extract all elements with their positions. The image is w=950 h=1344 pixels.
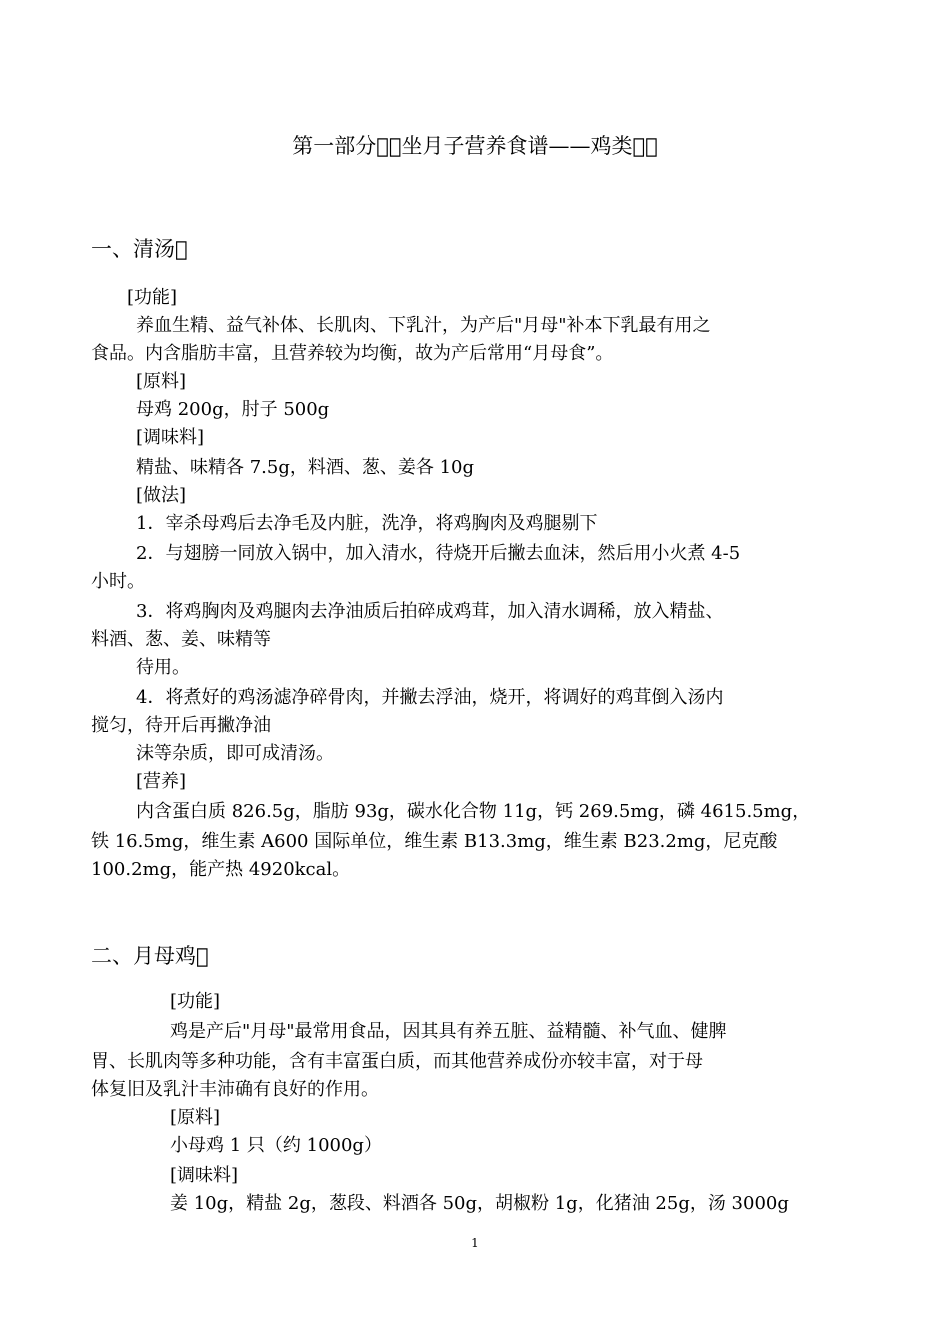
- section-2-text-line: 体复旧及乳汁丰沛确有良好的作用。: [91, 1079, 379, 1100]
- section-1-label-method: [做法]: [136, 485, 187, 506]
- section-2-label-function: [功能]: [170, 991, 221, 1012]
- section-1-label-ingredients: [原料]: [136, 371, 187, 392]
- section-heading-2: 二、月母鸡 : [91, 944, 209, 968]
- section-1-step-line: 待用。: [136, 657, 190, 678]
- section-1-text-line: 养血生精、益气补体、长肌肉、下乳汁，为产后"月母"补本下乳最有用之: [136, 315, 711, 336]
- section-2-text-line: 鸡是产后"月母"最常用食品，因其具有养五脏、益精髓、补气血、健脾: [170, 1021, 727, 1042]
- section-1-label-nutrition: [营养]: [136, 771, 187, 792]
- section-1-text-line: 母鸡 200g，肘子 500g: [136, 399, 330, 420]
- section-1-step-line: 小时。: [91, 571, 145, 592]
- section-1-text-line: 食品。内含脂肪丰富，且营养较为均衡，故为产后常用“月母食”。: [91, 343, 614, 364]
- section-1-text-line: 精盐、味精各 7.5g，料酒、葱、姜各 10g: [136, 457, 475, 478]
- section-1-step-line: 料酒、葱、姜、味精等: [91, 629, 271, 650]
- section-1-label-function: [功能]: [127, 287, 178, 308]
- page-title: 第一部分  坐月子营养食谱——鸡类  : [292, 134, 658, 158]
- section-1-step-line: 1．宰杀母鸡后去净毛及内脏，洗净，将鸡胸肉及鸡腿剔下: [136, 513, 598, 534]
- section-2-text-line: 小母鸡 1 只（约 1000g）: [170, 1135, 382, 1156]
- section-2-text-line: 胃、长肌肉等多种功能，含有丰富蛋白质，而其他营养成份亦较丰富，对于母: [91, 1051, 703, 1072]
- section-1-text-line: 铁 16.5mg，维生素 A600 国际单位，维生素 B13.3mg，维生素 B23.2mg，尼克酸: [91, 831, 778, 852]
- section-2-text-line: 姜 10g，精盐 2g，葱段、料酒各 50g，胡椒粉 1g，化猪油 25g，汤 3000g: [170, 1193, 789, 1214]
- page-number: 1: [471, 1236, 479, 1250]
- section-1-text-line: 100.2mg，能产热 4920kcal。: [91, 859, 351, 880]
- section-2-label-seasoning: [调味料]: [170, 1165, 239, 1186]
- section-1-step-line: 搅匀，待开后再撇净油: [91, 715, 271, 736]
- section-1-step-line: 4．将煮好的鸡汤滤净碎骨肉，并撇去浮油，烧开，将调好的鸡茸倒入汤内: [136, 687, 724, 708]
- section-2-label-ingredients: [原料]: [170, 1107, 221, 1128]
- section-1-step-line: 2．与翅膀一同放入锅中，加入清水，待烧开后撇去血沫，然后用小火煮 4-5: [136, 543, 741, 564]
- section-1-label-seasoning: [调味料]: [136, 427, 205, 448]
- section-1-text-line: 内含蛋白质 826.5g，脂肪 93g，碳水化合物 11g，钙 269.5mg，磷 4615.5mg，: [136, 801, 811, 822]
- section-heading-1: 一、清汤 : [91, 237, 188, 261]
- section-1-step-line: 3．将鸡胸肉及鸡腿肉去净油质后拍碎成鸡茸，加入清水调稀，放入精盐、: [136, 601, 724, 622]
- section-1-step-line: 沫等杂质，即可成清汤。: [136, 743, 334, 764]
